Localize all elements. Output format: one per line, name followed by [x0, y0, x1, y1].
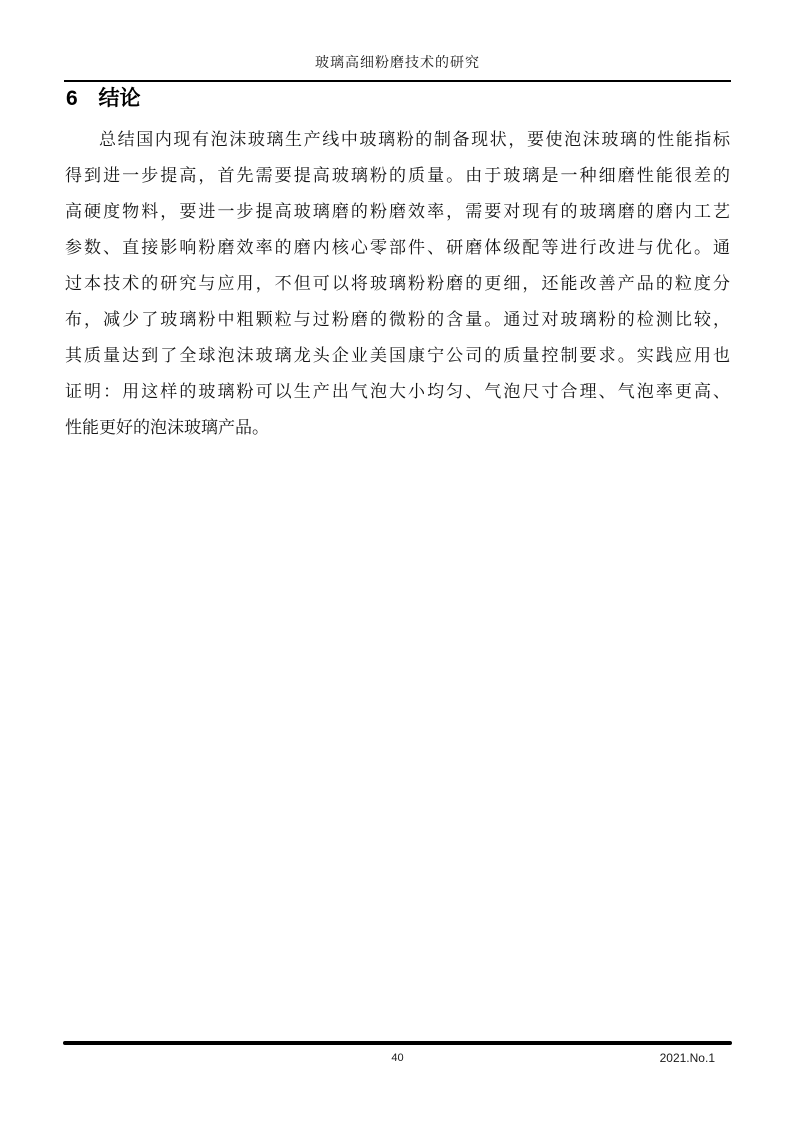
footer	[65, 1049, 730, 1067]
running-head-title: 玻璃高细粉磨技术的研究	[315, 56, 480, 71]
section-title: 结论	[98, 87, 141, 110]
paragraph-line: 证明：用这样的玻璃粉可以生产出气泡大小均匀、气泡尺寸合理、气泡率更高、	[65, 382, 730, 401]
paragraph-line: 参数、直接影响粉磨效率的磨内核心零部件、研磨体级配等进行改进与优化。通	[65, 238, 730, 257]
issue-label: 2021.No.1	[659, 1051, 715, 1065]
paragraph-line: 高硬度物料，要进一步提高玻璃磨的粉磨效率，需要对现有的玻璃磨的磨内工艺	[65, 202, 730, 221]
section-heading	[66, 85, 731, 112]
paragraph-line: 总结国内现有泡沫玻璃生产线中玻璃粉的制备现状，要使泡沫玻璃的性能指标	[99, 130, 730, 149]
footer-rule	[63, 1041, 732, 1045]
paragraph-line: 性能更好的泡沫玻璃产品。	[65, 418, 269, 437]
paragraph-line: 得到进一步提高，首先需要提高玻璃粉的质量。由于玻璃是一种细磨性能很差的	[65, 166, 730, 185]
header-rule	[64, 80, 731, 82]
conclusion-paragraph	[65, 122, 730, 446]
page-number: 40	[391, 1052, 404, 1064]
paragraph-line: 其质量达到了全球泡沫玻璃龙头企业美国康宁公司的质量控制要求。实践应用也	[65, 346, 730, 365]
section-number: 6	[66, 87, 78, 110]
paragraph-line: 布，减少了玻璃粉中粗颗粒与过粉磨的微粉的含量。通过对玻璃粉的检测比较，	[65, 310, 730, 329]
paragraph-line: 过本技术的研究与应用，不但可以将玻璃粉粉磨的更细，还能改善产品的粒度分	[65, 274, 730, 293]
